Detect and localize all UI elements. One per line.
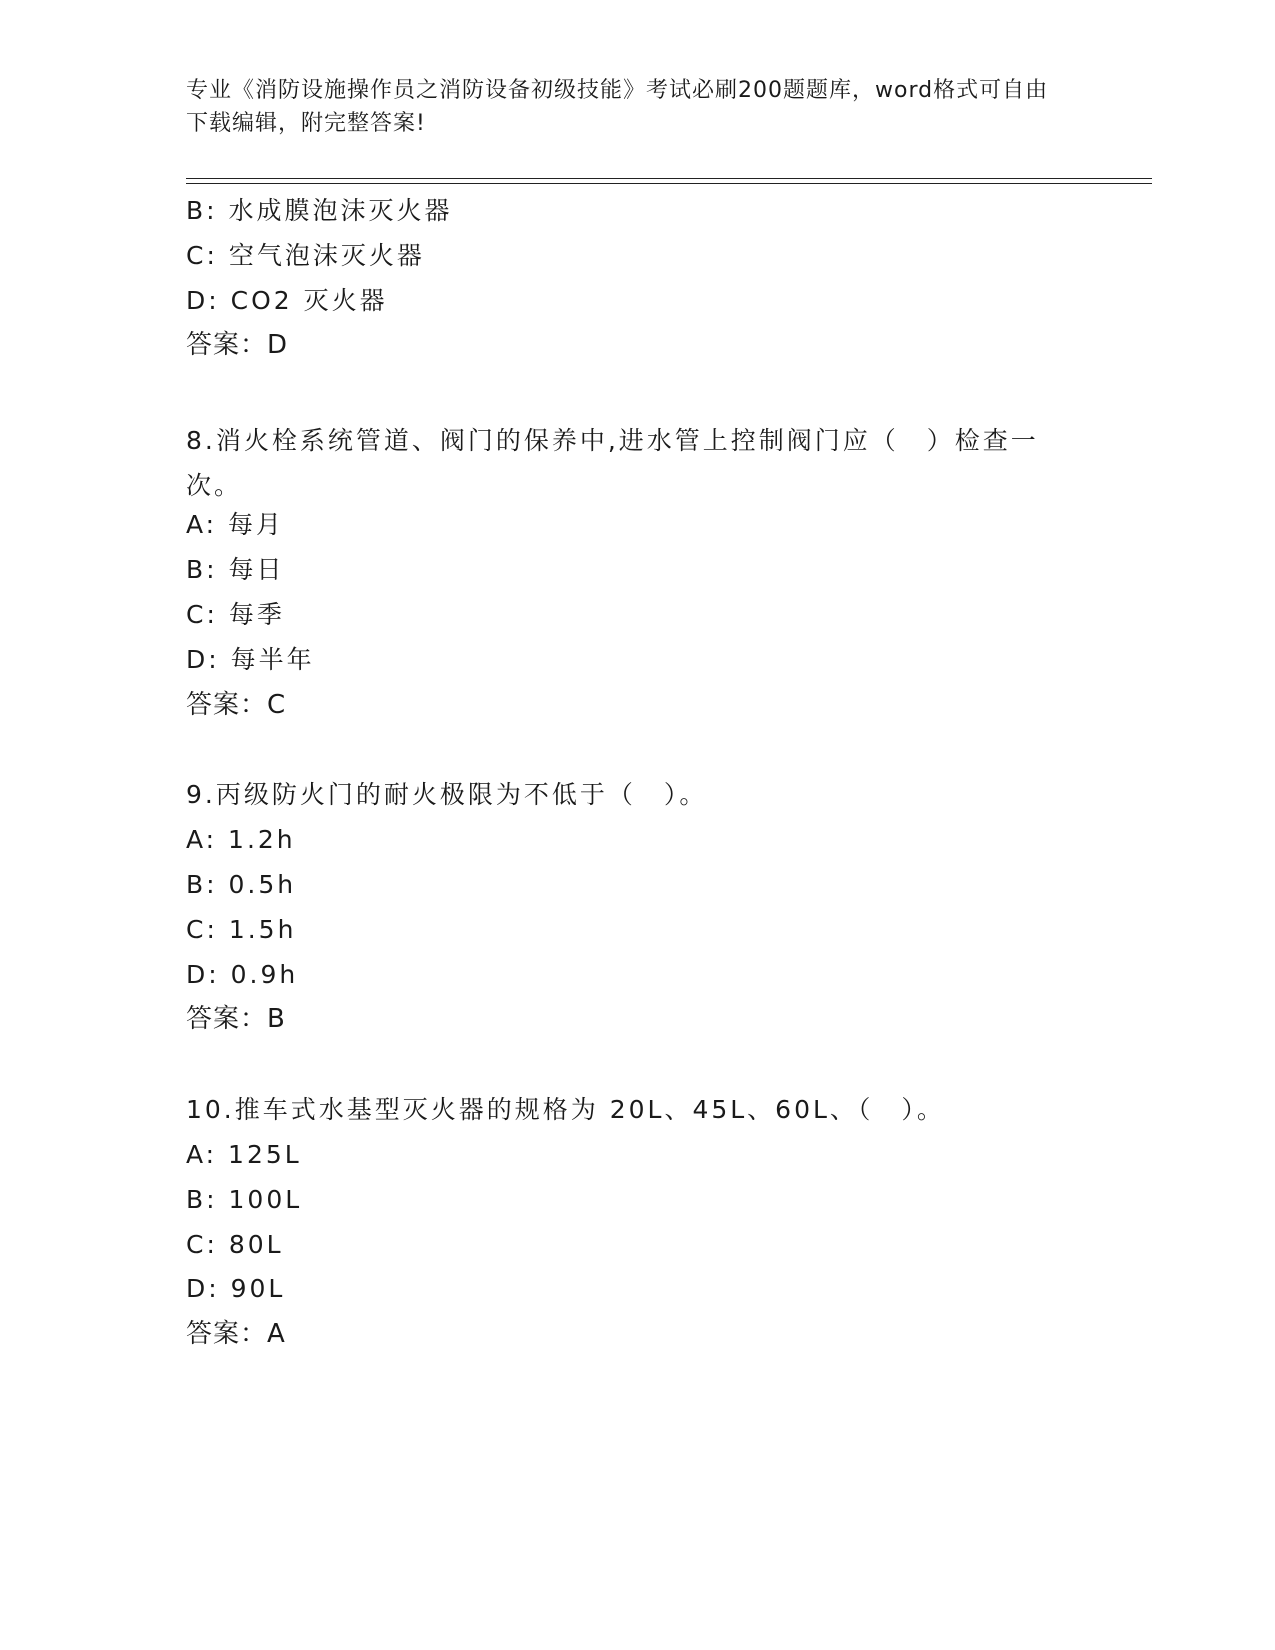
- q10-option-c: C: 80L: [186, 1230, 284, 1259]
- header-divider-bottom: [186, 183, 1152, 184]
- q8-option-a: A: 每月: [186, 510, 285, 539]
- q10-option-d: D: 90L: [186, 1274, 286, 1303]
- document-header: 专业《消防设施操作员之消防设备初级技能》考试必刷200题题库，word格式可自由下载编辑，附完整答案!: [186, 78, 1049, 136]
- q8-option-b: B: 每日: [186, 555, 285, 584]
- q9-option-a: A: 1.2h: [186, 825, 296, 854]
- q10-option-b: B: 100L: [186, 1185, 303, 1214]
- q9-question: 9.丙级防火门的耐火极限为不低于（ ）。: [186, 780, 708, 809]
- q10-option-a: A: 125L: [186, 1140, 302, 1169]
- q10-answer: 答案：A: [186, 1319, 286, 1349]
- q8-option-d: D: 每半年: [186, 645, 315, 674]
- q8-option-c: C: 每季: [186, 600, 285, 629]
- q9-option-c: C: 1.5h: [186, 915, 297, 944]
- q7-option-b: B: 水成膜泡沫灭火器: [186, 196, 453, 225]
- q7-option-d: D: CO2 灭火器: [186, 286, 388, 315]
- q9-option-b: B: 0.5h: [186, 870, 297, 899]
- q7-option-c: C: 空气泡沫灭火器: [186, 241, 425, 270]
- q9-answer: 答案：B: [186, 1004, 286, 1034]
- q10-question: 10.推车式水基型灭火器的规格为 20L、45L、60L、（ ）。: [186, 1095, 945, 1124]
- q9-option-d: D: 0.9h: [186, 960, 299, 989]
- q8-answer: 答案：C: [186, 690, 287, 720]
- q8-question: 8.消火栓系统管道、阀门的保养中,进水管上控制阀门应（ ）检查一次。: [186, 426, 1039, 500]
- header-divider-top: [186, 178, 1152, 179]
- q7-answer: 答案：D: [186, 330, 289, 360]
